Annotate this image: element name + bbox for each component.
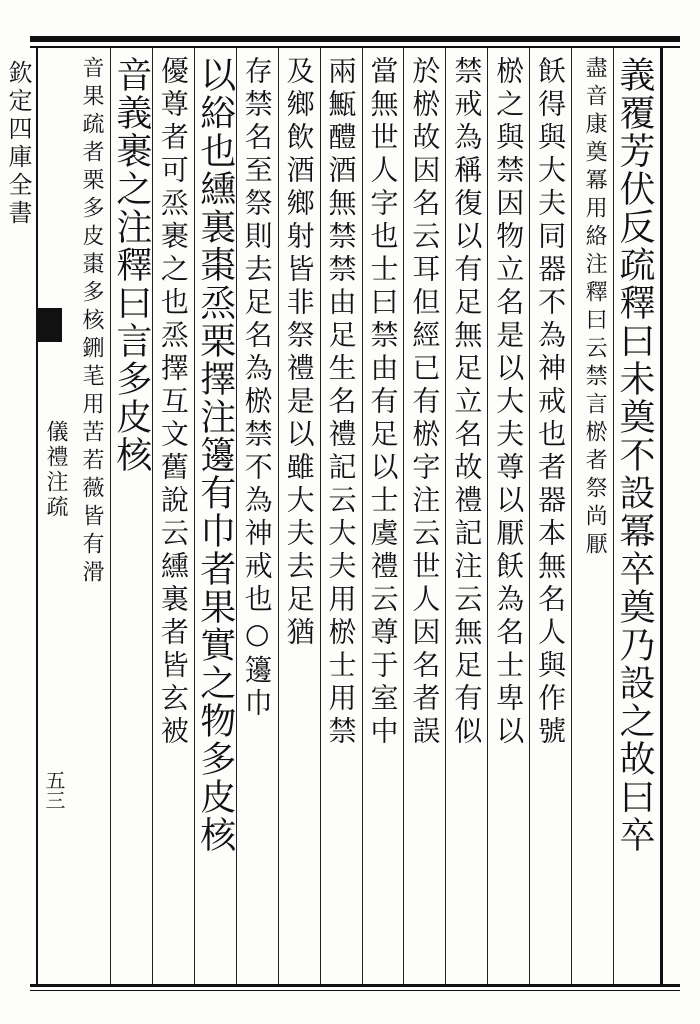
column-separator xyxy=(236,48,237,984)
bottom-border-inner xyxy=(30,990,680,991)
text-column: 當無世人字也士曰禁由有足以士虞禮云尊于室中 xyxy=(366,56,400,749)
text-column: 禁戒為稱復以有足無足立名故禮記注云無足有似 xyxy=(450,56,484,749)
top-border-inner xyxy=(30,46,680,48)
column-separator xyxy=(320,48,321,984)
column-separator xyxy=(152,48,153,984)
column-separator xyxy=(110,48,111,984)
text-column: 於棜故因名云耳但經已有棜字注云世人因名者誤 xyxy=(408,56,442,749)
left-frame-line xyxy=(36,48,38,984)
gutter-series-title: 欽定四庫全書 xyxy=(4,60,32,228)
column-separator xyxy=(445,48,446,984)
book-title: 儀禮注疏 xyxy=(43,420,68,520)
column-separator xyxy=(362,48,363,984)
text-column: 義覆芳伏反疏釋曰未奠不設冪卒奠乃設之故曰卒 xyxy=(614,56,656,854)
text-column: 優尊者可烝裹之也烝擇互文舊說云纁裏者皆玄被 xyxy=(156,56,190,749)
right-frame-line xyxy=(660,48,663,984)
column-separator xyxy=(613,48,614,984)
fishtail-block-mark xyxy=(36,308,62,342)
bottom-border xyxy=(30,984,680,987)
text-column: 音義裹之注釋曰言多皮核 xyxy=(110,56,152,474)
column-separator xyxy=(487,48,488,984)
top-border xyxy=(30,36,680,42)
text-column: 兩甒醴酒無禁禁由足生名禮記云大夫用棜士用禁 xyxy=(324,56,358,749)
text-column: 及鄉飲酒鄉射皆非祭禮是以雖大夫去足猶 xyxy=(282,56,316,650)
text-column: 以綌也纁裏棗烝栗擇注籩有巾者果實之物多皮核 xyxy=(194,56,236,854)
column-separator xyxy=(571,48,572,984)
text-column: 飫得與大夫同器不為神戒也者器本無名人與作號 xyxy=(534,56,568,749)
column-separator xyxy=(403,48,404,984)
column-separator xyxy=(278,48,279,984)
text-column: 棜之與禁因物立名是以大夫尊以厭飫為名士卑以 xyxy=(492,56,526,749)
page-number: 五三 xyxy=(42,770,66,810)
text-column: 音果疏者栗多皮棗多核鉶芼用苦若薇皆有滑 xyxy=(78,56,104,588)
column-separator xyxy=(529,48,530,984)
text-column: 存禁名至祭則去足名為棜禁不為神戒也○籩巾 xyxy=(240,56,274,721)
column-separator xyxy=(194,48,195,984)
text-column: 盡音康奠冪用絡注釋曰云禁言棜者祭尚厭 xyxy=(582,56,608,560)
